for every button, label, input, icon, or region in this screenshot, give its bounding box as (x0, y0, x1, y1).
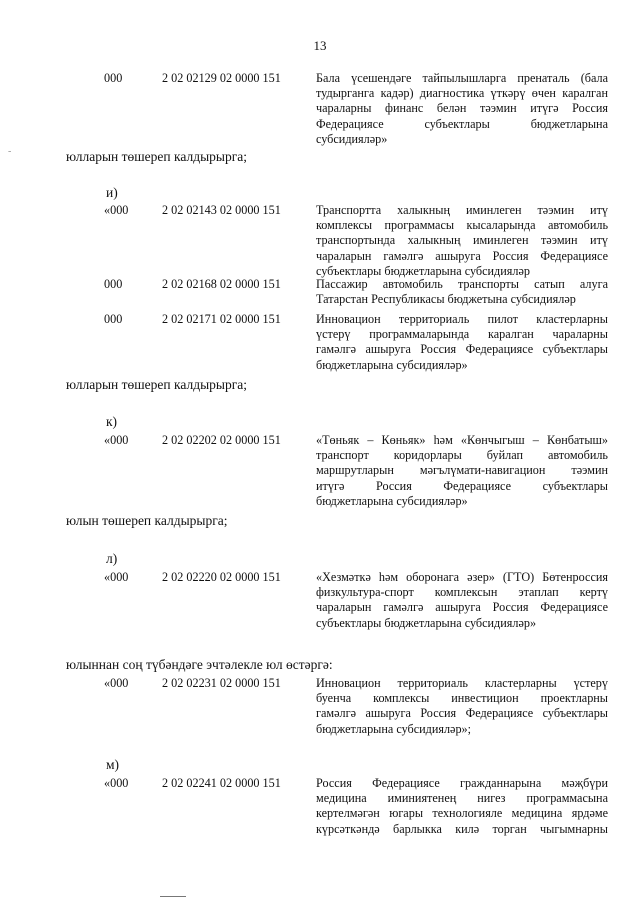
budget-code: 2 02 02171 02 0000 151 (162, 312, 281, 326)
row-description (316, 277, 608, 307)
item-letter: и) (106, 185, 118, 200)
description-line: бюджетларына субсидияләр» (316, 357, 468, 372)
section-instruction: юлларын төшереп калдырырга; (66, 149, 248, 164)
row-description (316, 676, 608, 737)
description-line: итүгә Россия Федерациясе субъектлары (316, 478, 608, 493)
description-line: Инновацион территориаль пилот кластерларны (316, 312, 608, 326)
budget-code: 2 02 02241 02 0000 151 (162, 776, 281, 790)
budget-code: 2 02 02168 02 0000 151 (162, 277, 281, 291)
description-line: субъектлары бюджетларына субсидияләр (316, 263, 530, 278)
description-line: Россия Федерациясе гражданнарына мәҗбүри (316, 776, 608, 790)
description-line: комплексы программасы кысаларында автомобиль (316, 218, 608, 233)
section-instruction: юлыннан соң түбәндәге эчтәлекле юл өстәргә: (66, 657, 333, 672)
description-line: субсидияләр» (316, 131, 388, 146)
description-line: бюджетларына субсидияләр»; (316, 721, 472, 736)
row-description (316, 203, 608, 279)
description-line: Инновацион территориаль кластерларны үстерү (316, 676, 608, 690)
description-line: Татарстан Республикасы бюджетына субсидияләр (316, 292, 576, 307)
row-description (316, 433, 608, 509)
admin-code: «000 (104, 676, 129, 690)
description-line: гамәлгә ашыруга Россия Федерациясе субъектлары (316, 706, 608, 721)
description-line: чараларын гамәлгә ашыруга Россия Федерациясе (316, 248, 608, 263)
admin-code: «000 (104, 776, 129, 790)
description-line: Бала үсешендәге тайпылышларга пренаталь (бала (316, 71, 608, 85)
item-letter: л) (106, 551, 118, 566)
description-line: чараларын гамәлгә ашыруга Россия Федерациясе (316, 600, 608, 615)
description-line: кертелмәгән югары технологияле медицина ярдәме (316, 806, 608, 821)
admin-code: 000 (104, 277, 123, 291)
description-line: транспорт коридорлары буйлап автомобиль (316, 448, 608, 463)
admin-code: 000 (104, 312, 123, 326)
admin-code: «000 (104, 203, 129, 217)
admin-code: 000 (104, 71, 123, 85)
description-line: үстерү программаларында каралган чараларны (316, 327, 608, 342)
item-letter: м) (106, 757, 120, 772)
section-instruction: юлларын төшереп калдырырга; (66, 377, 248, 392)
description-line: Федерациясе субъектлары бюджетларына (316, 116, 608, 131)
page-number: 13 (313, 38, 327, 53)
section-instruction: юлын төшереп калдырырга; (66, 513, 228, 528)
admin-code: «000 (104, 433, 129, 447)
admin-code: «000 (104, 570, 129, 584)
description-line: тудырганга кадәр) диагностика үткәрү өчен каралган (316, 86, 608, 101)
description-line: гамәлгә ашыруга Россия Федерациясе субъектлары (316, 342, 608, 357)
description-line: бюджетларына субсидияләр» (316, 493, 468, 508)
budget-code: 2 02 02143 02 0000 151 (162, 203, 281, 217)
budget-code: 2 02 02231 02 0000 151 (162, 676, 281, 690)
description-line: «Төньяк – Көньяк» һәм «Көнчыгыш – Көнбатыш» (316, 433, 608, 447)
description-line: физкультура-спорт комплексын этаплап кертү (316, 585, 608, 600)
budget-code: 2 02 02129 02 0000 151 (162, 71, 281, 85)
description-line: «Хезмәткә һәм оборонага әзер» (ГТО) Бөтенроссия (316, 570, 608, 584)
row-description (316, 312, 608, 373)
description-line: буенча комплексы инвестицион проектларны (316, 691, 608, 706)
row-description (316, 776, 608, 837)
description-line: Транспортта халыкның иминлеген тәэмин итү (316, 203, 608, 217)
description-line: чараларны финанс белән тәэмин итүгә Россия (316, 101, 608, 116)
description-line: Пассажир автомобиль транспорты сатып алуга (316, 277, 608, 291)
row-description (316, 570, 608, 631)
description-line: күрсәткәндә барлыкка килә торган чыгымнарны (316, 821, 608, 836)
budget-code: 2 02 02202 02 0000 151 (162, 433, 281, 447)
description-line: медицина иминиятенең нигез программасына (316, 791, 608, 806)
row-description (316, 71, 608, 147)
footer-dash (160, 896, 186, 897)
margin-mark: - (8, 146, 12, 157)
description-line: маршрутларын мәгълүмати-навигацион тәэмин (316, 463, 608, 478)
description-line: субъектлары бюджетларына субсидияләр» (316, 615, 537, 630)
item-letter: к) (106, 414, 118, 429)
description-line: транспортында халыкның иминлеген тәэмин итү (316, 233, 608, 248)
budget-code: 2 02 02220 02 0000 151 (162, 570, 281, 584)
